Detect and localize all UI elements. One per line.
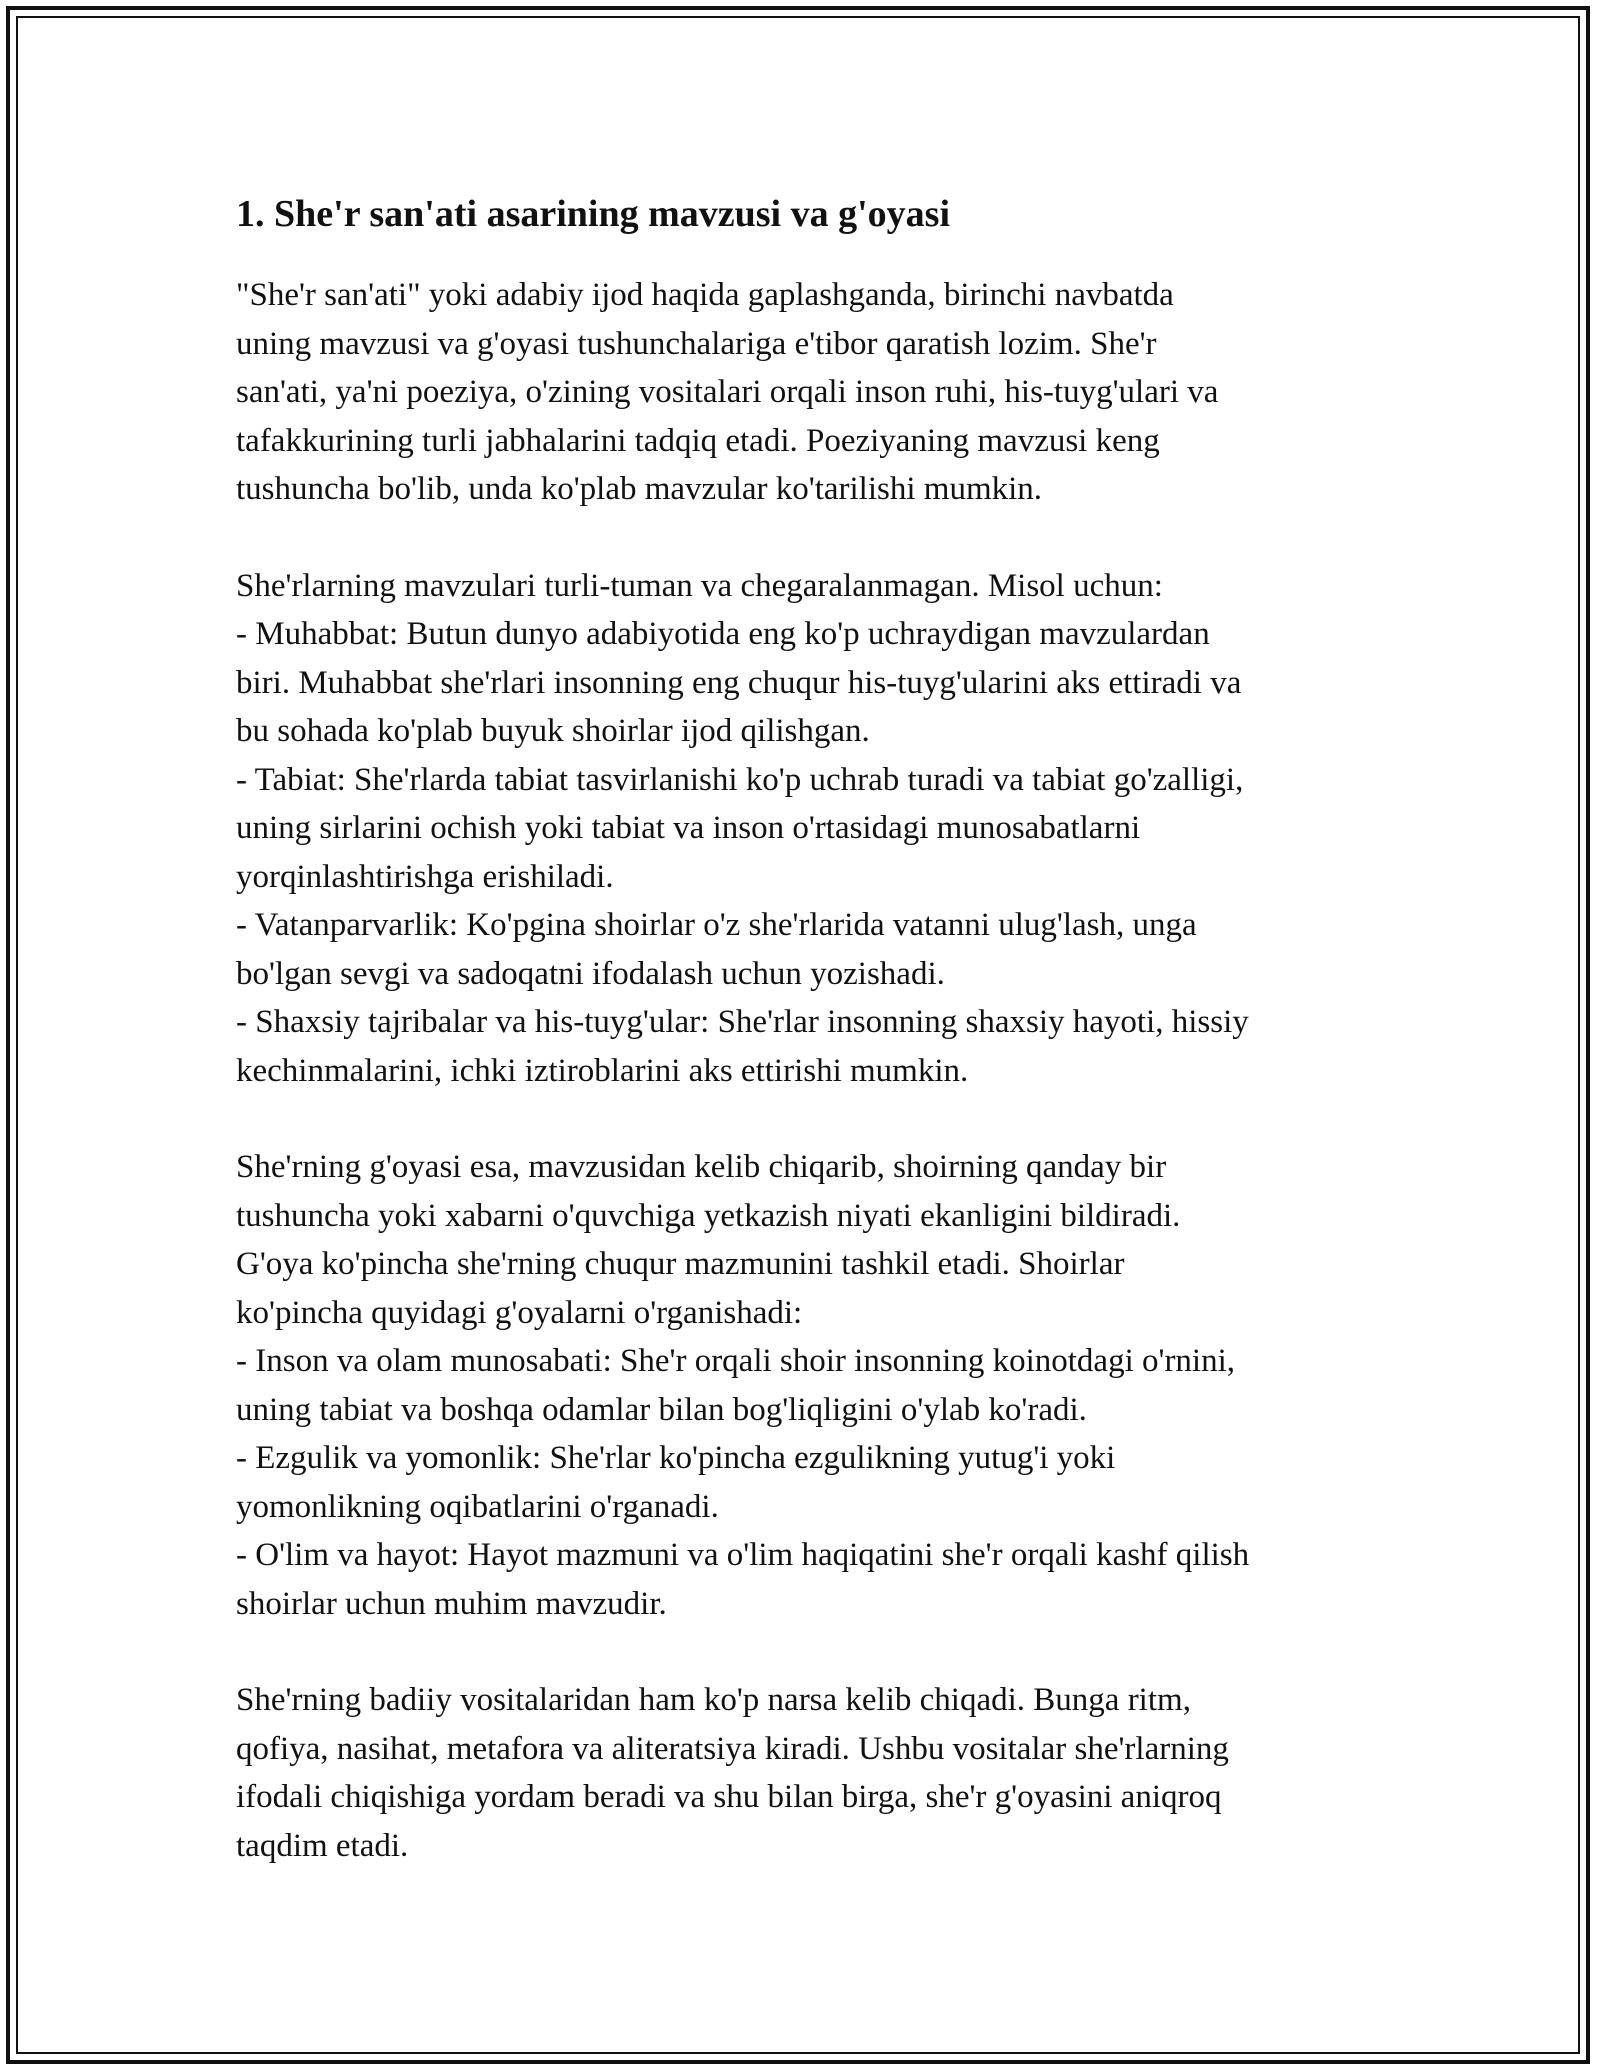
text-line: san'ati, ya'ni poeziya, o'zining vositalari orqali inson ruhi, his-tuyg'ulari va <box>236 374 1219 410</box>
text-line: She'rning g'oyasi esa, mavzusidan kelib chiqarib, shoirning qanday bir <box>236 1149 1167 1185</box>
text-line: tushuncha yoki xabarni o'quvchiga yetkazish niyati ekanligini bildiradi. <box>236 1197 1181 1234</box>
text-line: She'rning badiiy vositalaridan ham ko'p narsa kelib chiqadi. Bunga ritm, <box>236 1682 1191 1718</box>
text-line: uning tabiat va boshqa odamlar bilan bog'liqligini o'ylab ko'radi. <box>236 1391 1087 1428</box>
text-line: G'oya ko'pincha she'rning chuqur mazmunini tashkil etadi. Shoirlar <box>236 1246 1125 1282</box>
list-item-line: - Muhabbat: Butun dunyo adabiyotida eng ko'p uchraydigan mavzulardan <box>236 616 1210 652</box>
text-line: ko'pincha quyidagi g'oyalarni o'rganishadi: <box>236 1294 803 1331</box>
list-item-line: - O'lim va hayot: Hayot mazmuni va o'lim haqiqatini she'r orqali kashf qilish <box>236 1537 1250 1573</box>
paragraph-themes <box>236 562 1366 1096</box>
paragraph-devices <box>236 1676 1366 1870</box>
text-line: kechinmalarini, ichki iztiroblarini aks ettirishi mumkin. <box>236 1052 969 1089</box>
text-line: She'rlarning mavzulari turli-tuman va chegaralanmagan. Misol uchun: <box>236 567 1163 604</box>
text-line: uning sirlarini ochish yoki tabiat va inson o'rtasidagi munosabatlarni <box>236 810 1141 846</box>
text-line: bo'lgan sevgi va sadoqatni ifodalash uchun yozishadi. <box>236 955 945 992</box>
text-line: bu sohada ko'plab buyuk shoirlar ijod qilishgan. <box>236 713 870 749</box>
text-line: uning mavzusi va g'oyasi tushunchalariga e'tibor qaratish lozim. She'r <box>236 325 1157 362</box>
paragraph-ideas <box>236 1143 1366 1628</box>
text-line: taqdim etadi. <box>236 1827 409 1864</box>
list-item-line: - Shaxsiy tajribalar va his-tuyg'ular: She'rlar insonning shaxsiy hayoti, hissiy <box>236 1004 1249 1040</box>
list-item-line: - Ezgulik va yomonlik: She'rlar ko'pincha ezgulikning yutug'i yoki <box>236 1440 1116 1476</box>
text-line: qofiya, nasihat, metafora va aliteratsiya kiradi. Ushbu vositalar she'rlarning <box>236 1730 1229 1767</box>
list-item-line: - Vatanparvarlik: Ko'pgina shoirlar o'z she'rlarida vatanni ulug'lash, unga <box>236 907 1197 943</box>
text-line: tushuncha bo'lib, unda ko'plab mavzular ko'tarilishi mumkin. <box>236 471 1043 507</box>
paragraph-intro <box>236 271 1366 514</box>
text-line: shoirlar uchun muhim mavzudir. <box>236 1585 667 1622</box>
section-heading: 1. She'r san'ati asarining mavzusi va g'oyasi <box>236 193 951 235</box>
list-item-line: - Inson va olam munosabati: She'r orqali shoir insonning koinotdagi o'rnini, <box>236 1343 1236 1379</box>
list-item-line: - Tabiat: She'rlarda tabiat tasvirlanishi ko'p uchrab turadi va tabiat go'zalligi, <box>236 761 1244 798</box>
text-line: ifodali chiqishiga yordam beradi va shu bilan birga, she'r g'oyasini aniqroq <box>236 1779 1222 1815</box>
text-line: yomonlikning oqibatlarini o'rganadi. <box>236 1488 719 1525</box>
text-line: "She'r san'ati" yoki adabiy ijod haqida gaplashganda, birinchi navbatda <box>236 277 1174 313</box>
text-line: yorqinlashtirishga erishiladi. <box>236 858 614 895</box>
text-line: biri. Muhabbat she'rlari insonning eng chuqur his-tuyg'ularini aks ettiradi va <box>236 664 1242 701</box>
text-line: tafakkurining turli jabhalarini tadqiq etadi. Poeziyaning mavzusi keng <box>236 422 1160 459</box>
document-body <box>236 188 1366 1918</box>
